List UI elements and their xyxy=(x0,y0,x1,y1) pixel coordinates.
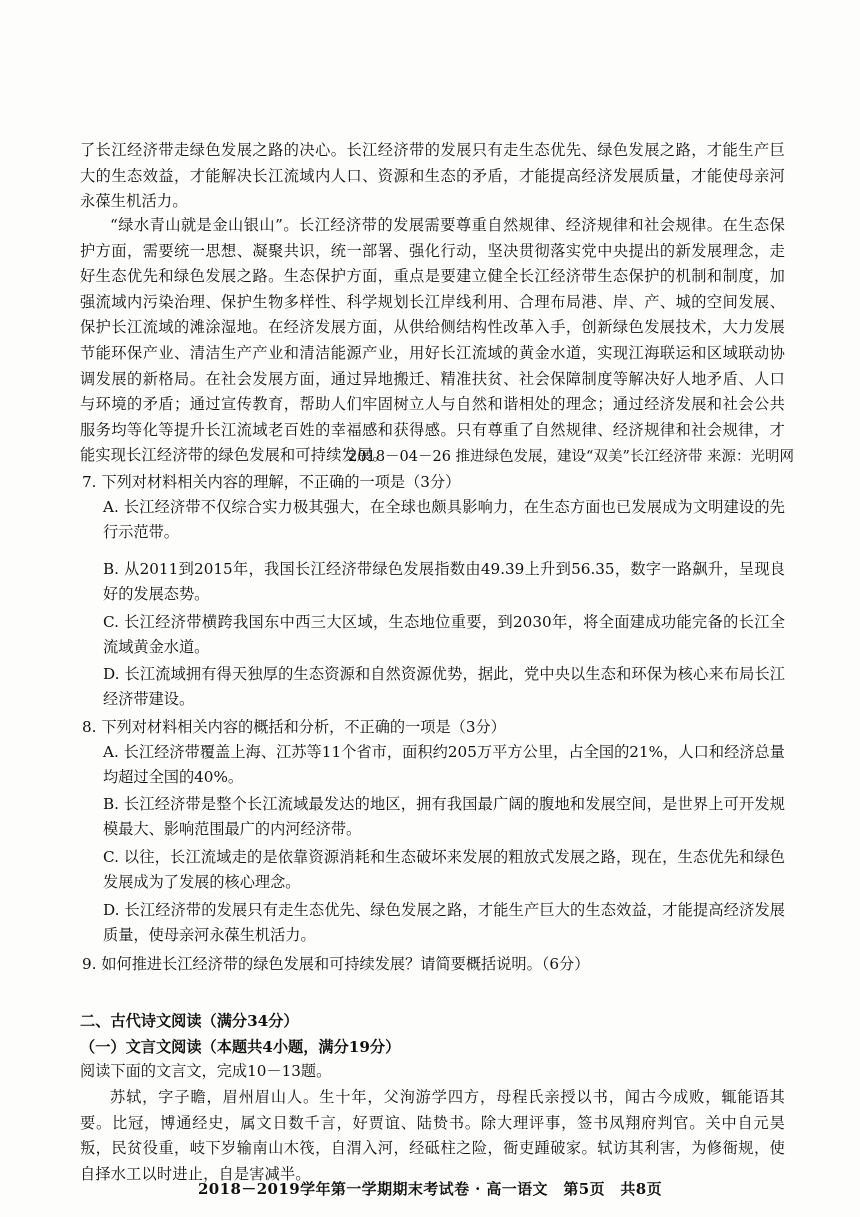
page-footer: 2018－2019学年第一学期期末考试卷 · 高一语文 第5页 共8页 xyxy=(197,1180,663,1198)
question-9-stem: 9. 如何推进长江经济带的绿色发展和可持续发展？请简要概括说明。（6分） xyxy=(82,955,590,973)
classical-chinese-text: 苏轼，字子瞻，眉州眉山人。生十年，父洵游学四方，母程氏亲授以书，闻古今成败，辄能语其要。比冠，博通经史，属文日数千言，好贾谊、陆贽书。除大理评事，签书凤翔府判官。关中自元昊叛，民贫役重，岐下岁输南山木筏，自渭入河，经砥柱之险，衙吏踵破家。轼访其利害，为修衙规，使自择水工以时进止，自是害减半。 xyxy=(80,1088,785,1183)
section-title: 二、古代诗文阅读（满分34分） xyxy=(80,1012,299,1030)
question-8-option-c: C. 以往，长江流域走的是依靠资源消耗和生态破坏来发展的粗放式发展之路，现在，生态优先和绿色发展成为了发展的核心理念。 xyxy=(103,848,785,892)
passage-source: 2018－04－26 推进绿色发展，建设“双美”长江经济带 来源：光明网 xyxy=(348,449,794,465)
reading-instruction: 阅读下面的文言文，完成10－13题。 xyxy=(80,1062,332,1080)
question-8-stem: 8. 下列对材料相关内容的概括和分析，不正确的一项是（3分） xyxy=(82,718,506,736)
question-7-option-b: B. 从2011到2015年，我国长江经济带绿色发展指数由49.39上升到56.35，数字一路飙升，呈现良好的发展态势。 xyxy=(103,560,785,604)
passage-paragraph-2: “绿水青山就是金山银山”。长江经济带的发展需要尊重自然规律、经济规律和社会规律。在生态保护方面，需要统一思想、凝聚共识，统一部署、强化行动，坚决贯彻落实党中央提出的新发展理念，走好生态优先和绿色发展之路。生态保护方面，重点是要建立健全长江经济带生态保护的机制和制度，加强流域内污染治理、保护生物多样性、科学规划长江岸线利用、合理布局港、岸、产、城的空间发展、保护长江流域的滩涂湿地。在经济发展方面，从供给侧结构性改革入手，创新绿色发展技术，大力发展节能环保产业、清洁生产产业和清洁能源产业，用好长江流域的黄金水道，实现江海联运和区域联动协调发展的新格局。在社会发展方面，通过异地搬迁、精准扶贫、社会保障制度等解决好人地矛盾、人口与环境的矛盾；通过宣传教育，帮助人们牢固树立人与自然和谐相处的理念；通过经济发展和社会公共服务均等化等提升长江流域老百姓的幸福感和获得感。只有尊重了自然规律、经济规律和社会规律，才能实现长江经济带的绿色发展和可持续发展。 xyxy=(80,216,785,465)
question-8-option-b: B. 长江经济带是整个长江流域最发达的地区，拥有我国最广阔的腹地和发展空间，是世界上可开发规模最大、影响范围最广的内河经济带。 xyxy=(103,795,785,839)
question-7-stem: 7. 下列对材料相关内容的理解，不正确的一项是（3分） xyxy=(82,473,461,491)
question-7-option-a: A. 长江经济带不仅综合实力极其强大，在全球也颇具影响力，在生态方面也已发展成为文明建设的先行示范带。 xyxy=(103,498,785,542)
question-7-option-d: D. 长江流域拥有得天独厚的生态资源和自然资源优势，据此，党中央以生态和环保为核心来布局长江经济带建设。 xyxy=(103,665,785,709)
question-8-option-a: A. 长江经济带覆盖上海、江苏等11个省市，面积约205万平方公里，占全国的21%，人口和经济总量均超过全国的40%。 xyxy=(103,743,785,787)
subsection-title: （一）文言文阅读（本题共4小题，满分19分） xyxy=(80,1038,401,1056)
question-7-option-c: C. 长江经济带横跨我国东中西三大区域，生态地位重要，到2030年，将全面建成功能完备的长江全流域黄金水道。 xyxy=(103,613,785,657)
question-8-option-d: D. 长江经济带的发展只有走生态优先、绿色发展之路，才能生产巨大的生态效益，才能提高经济发展质量，使母亲河永葆生机活力。 xyxy=(103,901,785,945)
passage-paragraph-1: 了长江经济带走绿色发展之路的决心。长江经济带的发展只有走生态优先、绿色发展之路，才能生产巨大的生态效益，才能解决长江流域内人口、资源和生态的矛盾，才能提高经济发展质量，才能使母亲河永葆生机活力。 xyxy=(80,141,785,211)
